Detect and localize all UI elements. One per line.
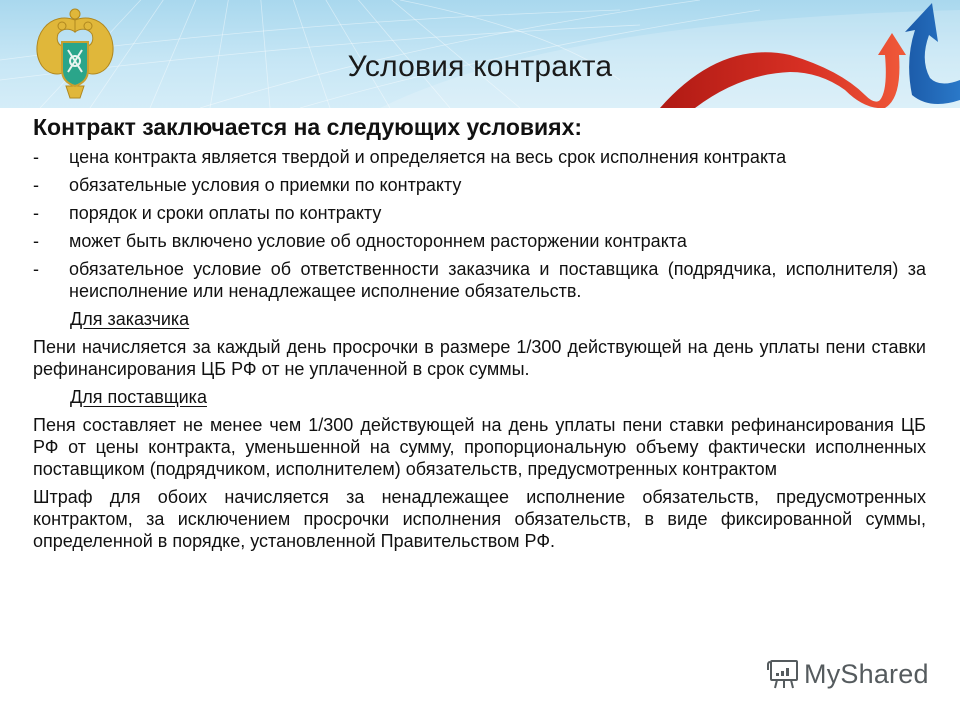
- slide-header: [0, 0, 960, 108]
- presentation-board-icon: [766, 658, 800, 690]
- dash-marker: -: [33, 203, 39, 223]
- bullet-text: порядок и сроки оплаты по контракту: [69, 203, 382, 223]
- bullet-item: [33, 146, 926, 168]
- customer-penalty-text: Пени начисляется за каждый день просрочки в размере 1/300 действующей на день уплаты пени ставки рефинансирования ЦБ РФ от не уплаченной в срок суммы.: [33, 337, 926, 379]
- bullet-text: может быть включено условие об одностороннем расторжении контракта: [69, 231, 687, 251]
- supplier-penalty-text: Пеня составляет не менее чем 1/300 действующей на день уплаты пени ставки рефинансирования ЦБ РФ от цены контракта, уменьшенной на сумму, пропорциональную объему фактически исполненных поставщиком (подрядчиком, исполнителем) обязательств, предусмотренных контрактом: [33, 415, 926, 479]
- slide-title: Условия контракта: [347, 50, 613, 83]
- customer-subheading: Для заказчика: [70, 309, 190, 329]
- dash-marker: -: [33, 231, 39, 251]
- watermark-text: MyShared: [804, 658, 929, 689]
- dash-marker: -: [33, 259, 39, 279]
- bullet-item: [33, 174, 926, 196]
- lead-heading: Контракт заключается на следующих условиях:: [33, 114, 583, 140]
- bullet-text: обязательные условия о приемки по контракту: [69, 175, 462, 195]
- supplier-subheading: Для поставщика: [70, 387, 207, 407]
- bullet-text: цена контракта является твердой и определяется на весь срок исполнения контракта: [69, 147, 787, 167]
- fine-text: Штраф для обоих начисляется за ненадлежащее исполнение обязательств, предусмотренных контрактом, за исключением просрочки исполнения обязательств, в виде фиксированной суммы, определенной в порядке, установленной Правительством РФ.: [33, 487, 926, 551]
- slide-body: [33, 112, 926, 558]
- myshared-watermark: [766, 656, 929, 692]
- bullet-text: обязательное условие об ответственности заказчика и поставщика (подрядчика, исполнителя) за неисполнение или ненадлежащее исполнение обязательств.: [69, 259, 926, 301]
- bullet-item: [33, 202, 926, 224]
- bullet-item: [33, 230, 926, 252]
- dash-marker: -: [33, 147, 39, 167]
- bullet-item: [33, 258, 926, 302]
- dash-marker: -: [33, 175, 39, 195]
